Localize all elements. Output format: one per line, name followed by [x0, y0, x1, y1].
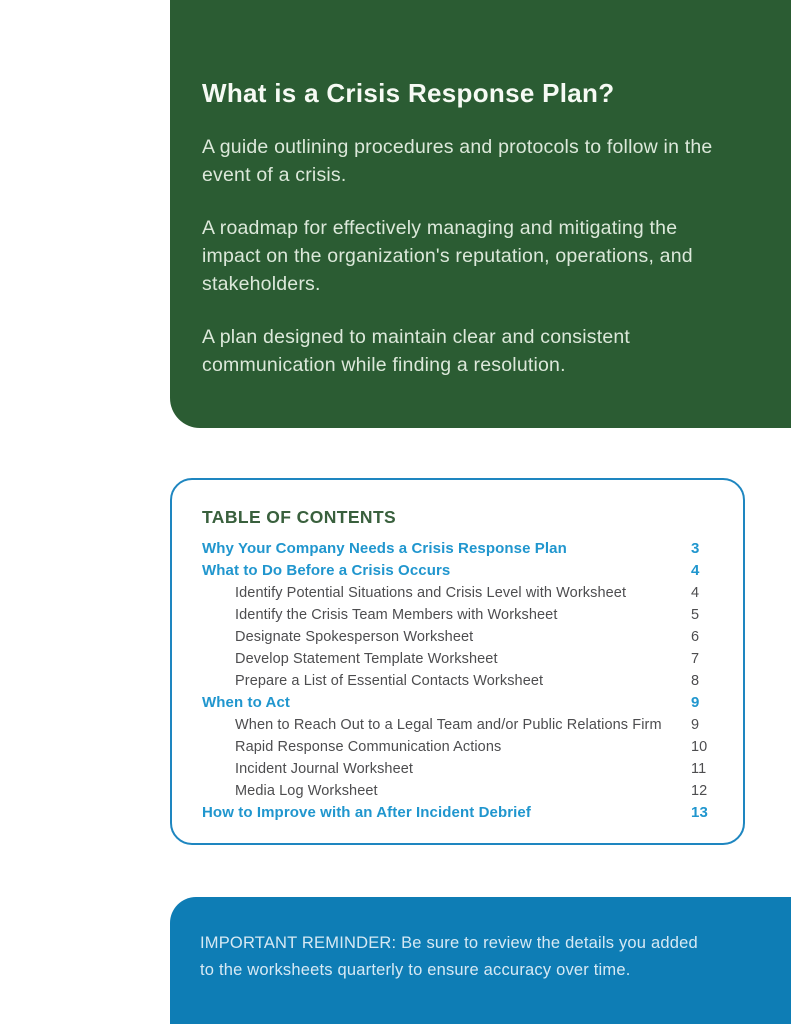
toc-entry-label[interactable]: Rapid Response Communication Actions — [235, 739, 502, 755]
toc-entry-page-number: 10 — [691, 739, 708, 755]
toc-entry-page-number: 13 — [691, 804, 708, 821]
toc-row[interactable] — [202, 670, 717, 692]
toc-entry-page-number: 7 — [691, 651, 700, 667]
toc-entry-label[interactable]: Designate Spokesperson Worksheet — [235, 629, 474, 645]
toc-entry-page-number: 4 — [691, 585, 700, 601]
toc-entry-page-number: 8 — [691, 673, 700, 689]
hero-panel — [170, 0, 791, 428]
toc-entry-page-number: 6 — [691, 629, 700, 645]
hero-paragraph: A roadmap for effectively managing and mitigating the impact on the organization's reputation, operations, and stakeholders. — [202, 217, 693, 295]
toc-row[interactable] — [202, 582, 717, 604]
toc-row[interactable] — [202, 538, 717, 560]
hero-paragraph: A guide outlining procedures and protocols to follow in the event of a crisis. — [202, 136, 713, 186]
toc-entry-label[interactable]: When to Reach Out to a Legal Team and/or Public Relations Firm — [235, 717, 662, 733]
table-of-contents-panel — [170, 478, 745, 845]
toc-row[interactable] — [202, 560, 717, 582]
toc-entry-page-number: 5 — [691, 607, 700, 623]
toc-entry-label[interactable]: Identify Potential Situations and Crisis Level with Worksheet — [235, 585, 627, 601]
toc-entry-label[interactable]: When to Act — [202, 694, 291, 711]
toc-row[interactable] — [202, 626, 717, 648]
toc-entry-label[interactable]: Develop Statement Template Worksheet — [235, 651, 498, 667]
toc-entry-list — [202, 538, 717, 824]
toc-entry-label[interactable]: Media Log Worksheet — [235, 783, 378, 799]
toc-title: TABLE OF CONTENTS — [202, 507, 397, 527]
toc-entry-page-number: 11 — [691, 761, 707, 777]
toc-row[interactable] — [202, 692, 717, 714]
toc-entry-page-number: 4 — [691, 562, 700, 579]
toc-entry-label[interactable]: Identify the Crisis Team Members with Worksheet — [235, 607, 558, 623]
toc-entry-page-number: 9 — [691, 694, 700, 711]
toc-row[interactable] — [202, 802, 717, 824]
toc-row[interactable] — [202, 758, 717, 780]
toc-row[interactable] — [202, 604, 717, 626]
toc-entry-label[interactable]: Why Your Company Needs a Crisis Response Plan — [202, 540, 567, 557]
toc-row[interactable] — [202, 714, 717, 736]
toc-row[interactable] — [202, 780, 717, 802]
toc-entry-label[interactable]: Prepare a List of Essential Contacts Worksheet — [235, 673, 544, 689]
toc-entry-label[interactable]: What to Do Before a Crisis Occurs — [202, 562, 451, 579]
reminder-banner — [170, 897, 791, 1024]
toc-entry-page-number: 12 — [691, 783, 708, 799]
toc-entry-page-number: 9 — [691, 717, 700, 733]
toc-entry-label[interactable]: How to Improve with an After Incident Debrief — [202, 804, 531, 821]
toc-row[interactable] — [202, 736, 717, 758]
reminder-text: IMPORTANT REMINDER: Be sure to review the details you added to the worksheets quarterly to ensure accuracy over time. — [200, 934, 698, 979]
toc-entry-page-number: 3 — [691, 540, 700, 557]
toc-row[interactable] — [202, 648, 717, 670]
page-title: What is a Crisis Response Plan? — [202, 78, 615, 108]
toc-entry-label[interactable]: Incident Journal Worksheet — [235, 761, 414, 777]
hero-paragraph: A plan designed to maintain clear and consistent communication while finding a resolution. — [202, 326, 631, 376]
